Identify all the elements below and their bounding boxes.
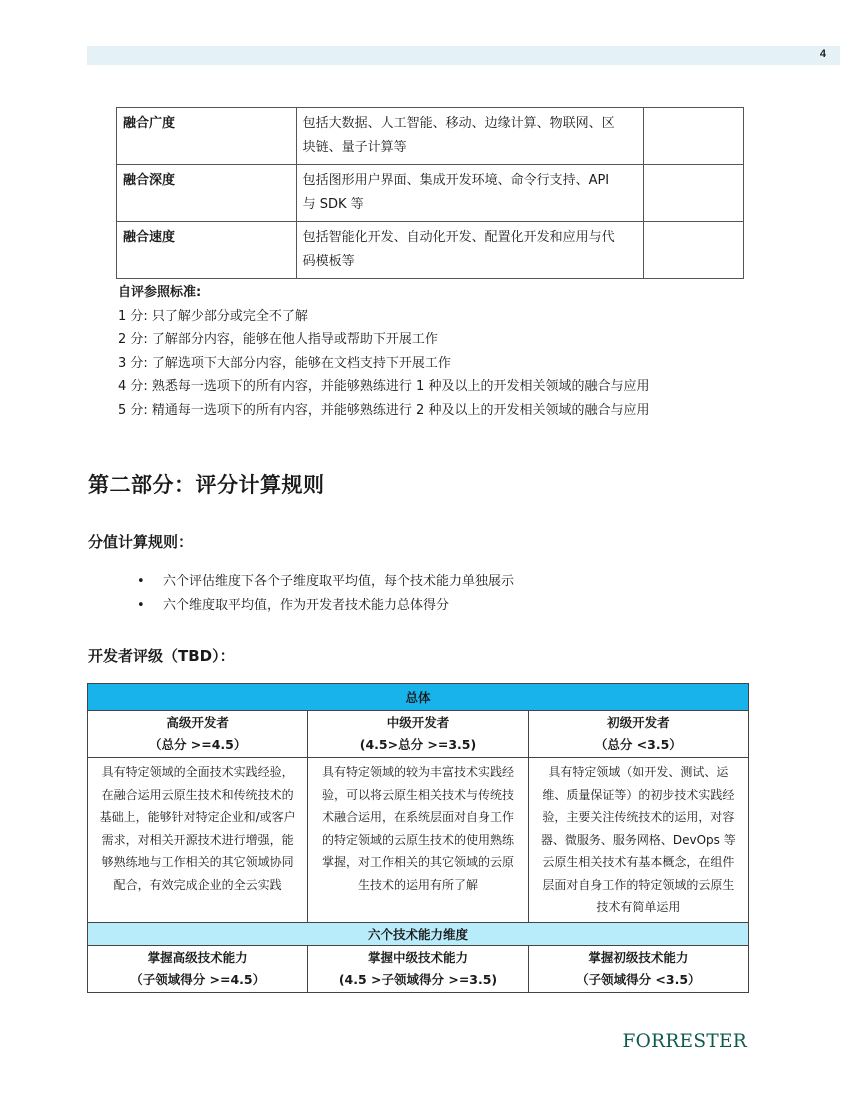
level-name: 高级开发者	[166, 715, 229, 730]
criteria-item: 2 分: 了解部分内容，能够在他人指导或帮助下开展工作	[118, 332, 438, 347]
fusion-table	[116, 107, 744, 279]
row-note	[643, 108, 743, 165]
level-range: (4.5>总分 >=3.5)	[359, 737, 477, 752]
description-line: 够熟练地与工作相关的其它领域协同	[101, 855, 294, 869]
description-line: 维、质量保证等）的初步技术实践经	[542, 787, 735, 802]
row-label: 融合速度	[117, 222, 297, 279]
criteria-item: 4 分: 熟悉每一选项下的所有内容，并能够熟练进行 1 种及以上的开发相关领域的融合与应用	[118, 379, 650, 394]
description-line: 验，可以将云原生相关技术与传统技	[321, 787, 514, 802]
description-line: 层面对自身工作的特定领域的云原生	[542, 877, 735, 892]
dimension-header: 六个技术能力维度	[88, 922, 749, 945]
description-line: 块链、量子计算等	[302, 140, 407, 155]
criteria-item: 1 分: 只了解少部分或完全不了解	[118, 308, 308, 324]
description-line: 具有特定领域的全面技术实践经验，	[101, 765, 294, 779]
criteria-item: 5 分: 精通每一选项下的所有内容，并能够熟练进行 2 种及以上的开发相关领域的融合与应用	[118, 402, 650, 418]
level-range: （总分 <3.5）	[594, 737, 682, 752]
section-heading: 第二部分：评分计算规则	[88, 473, 325, 497]
criteria-title: 自评参照标准:	[118, 285, 202, 300]
dimension-level-name: 掌握高级技术能力	[147, 949, 248, 965]
description-line: 云原生相关技术有基本概念，在组件	[542, 855, 735, 869]
dimension-level-mid	[308, 945, 528, 992]
self-assessment-criteria	[118, 281, 649, 422]
list-item: • 六个评估维度下各个子维度取平均值，每个技术能力单独展示	[137, 570, 514, 594]
description-line: 器、微服务、服务网格、DevOps 等	[540, 832, 736, 847]
row-note	[643, 165, 743, 222]
description-line: 码模板等	[302, 254, 355, 269]
row-label: 融合广度	[117, 108, 297, 165]
description-line: 术融合运用，在系统层面对自身工作	[321, 810, 514, 824]
description-line: 的特定领域的云原生技术的使用熟练	[321, 832, 514, 847]
calc-rules-list	[137, 570, 514, 618]
level-mid	[308, 711, 528, 758]
developer-rating-table	[87, 683, 749, 993]
dimension-level-junior	[528, 945, 748, 992]
description-line: 在融合运用云原生技术和传统技术的	[101, 787, 294, 802]
row-description	[296, 222, 643, 279]
table-row	[117, 222, 744, 279]
forrester-logo: FORRESTER	[622, 1031, 747, 1052]
calc-rules-heading: 分值计算规则：	[88, 533, 194, 551]
row-note	[643, 222, 743, 279]
dimension-level-range: （子领域得分 <3.5）	[576, 971, 701, 987]
table-row	[117, 108, 744, 165]
header-bar	[87, 46, 840, 65]
list-item: • 六个维度取平均值，作为开发者技术能力总体得分	[137, 594, 514, 618]
description-line: 包括大数据、人工智能、移动、边缘计算、物联网、区	[302, 116, 615, 131]
table-row	[117, 165, 744, 222]
dimension-level-senior	[88, 945, 308, 992]
dimension-level-name: 掌握中级技术能力	[367, 949, 468, 965]
level-description	[88, 758, 308, 923]
level-name: 中级开发者	[386, 715, 450, 730]
level-name: 初级开发者	[607, 715, 670, 730]
level-senior	[88, 711, 308, 758]
description-line: 生技术的运用有所了解	[357, 877, 478, 892]
description-line: 包括智能化开发、自动化开发、配置化开发和应用与代	[302, 230, 615, 245]
level-junior	[528, 711, 748, 758]
description-line: 具有特定领域的较为丰富技术实践经	[321, 765, 514, 779]
row-label: 融合深度	[117, 165, 297, 222]
row-description	[296, 108, 643, 165]
description-line: 需求，对相关开源技术进行增强，能	[101, 832, 294, 847]
description-line: 与 SDK 等	[302, 197, 364, 212]
level-range: （总分 >=4.5）	[148, 737, 247, 752]
description-line: 包括图形用户界面、集成开发环境、命令行支持、API	[302, 173, 610, 188]
description-line: 验，主要关注传统技术的运用，对容	[542, 810, 735, 824]
dimension-level-range: (4.5 >子领域得分 >=3.5)	[338, 971, 498, 987]
page-number: 4	[819, 48, 826, 60]
description-line: 技术有简单运用	[596, 900, 681, 914]
criteria-item: 3 分: 了解选项下大部分内容，能够在文档支持下开展工作	[118, 355, 451, 371]
level-description	[308, 758, 528, 923]
description-line: 掌握，对工作相关的其它领域的云原	[321, 855, 514, 869]
description-line: 具有特定领域（如开发、测试、运	[548, 765, 729, 779]
dimension-level-range: （子领域得分 >=4.5）	[130, 971, 266, 987]
description-line: 配合，有效完成企业的全云实践	[113, 877, 282, 892]
dimension-level-name: 掌握初级技术能力	[588, 949, 689, 965]
overall-header: 总体	[88, 684, 749, 711]
level-description	[528, 758, 748, 923]
row-description	[296, 165, 643, 222]
rating-heading: 开发者评级（TBD）：	[88, 647, 235, 665]
description-line: 基础上，能够针对特定企业和/或客户	[99, 810, 296, 824]
